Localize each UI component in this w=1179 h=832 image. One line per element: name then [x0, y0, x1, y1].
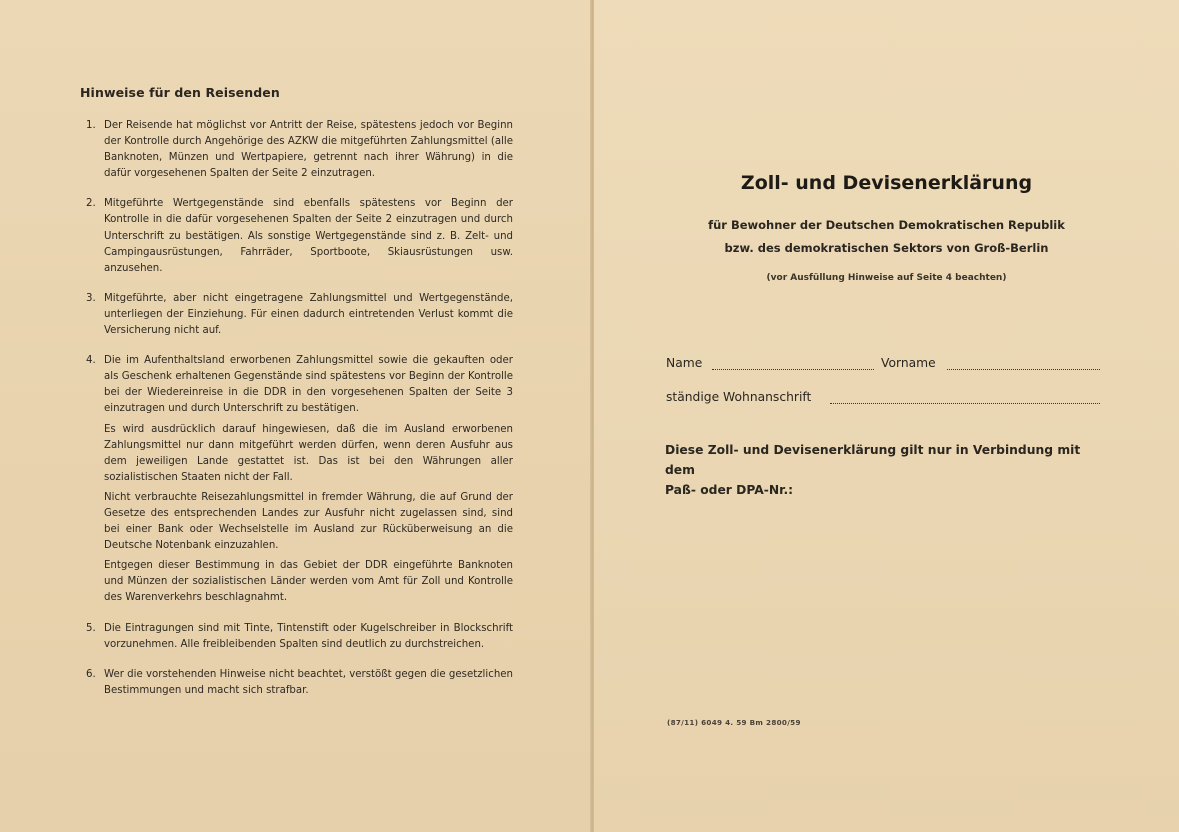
instruction-number: 4.	[86, 355, 96, 367]
instruction-number: 1.	[86, 120, 96, 131]
instruction-paragraph: Die im Aufenthaltsland erworbenen Zahlungsmittel sowie die gekauften oder als Geschenk erhaltenen Gegenstände sind spätestens vor Beginn der Kontrolle bei der Wiedereinreise in die DDR in den vorgesehenen Spalten der Seite 3 einzutragen und durch Unterschrift zu bestätigen.	[104, 355, 513, 415]
form-subtitle-line-1: für Bewohner der Deutschen Demokratischen Republik	[708, 218, 1065, 232]
instructions-title: Hinweise für den Reisenden	[80, 85, 280, 100]
instruction-item	[86, 353, 513, 606]
validity-line-2: Paß- oder DPA-Nr.:	[665, 483, 794, 497]
vorname-label: Vorname	[881, 356, 936, 370]
instruction-paragraph: Nicht verbrauchte Reisezahlungsmittel in fremder Währung, die auf Grund der Gesetze des entsprechenden Landes zur Ausfuhr nicht zugelassen sind, sind bei einer Bank oder Wechselstelle im Ausland zur Rücküberweisung an die Deutsche Notenbank einzuzahlen.	[104, 491, 513, 552]
instruction-item	[86, 667, 513, 699]
instruction-paragraph: Wer die vorstehenden Hinweise nicht beachtet, verstößt gegen die gesetzlichen Bestimmungen und macht sich strafbar.	[104, 668, 513, 696]
address-field[interactable]	[830, 403, 1100, 404]
instruction-paragraph: Die Eintragungen sind mit Tinte, Tintenstift oder Kugelschreiber in Blockschrift vorzunehmen. Alle freibleibenden Spalten sind deutlich zu durchstreichen.	[104, 622, 513, 650]
instructions-list	[86, 118, 513, 699]
validity-statement	[665, 440, 1102, 500]
instruction-number: 2.	[86, 198, 96, 210]
instruction-item	[86, 291, 513, 339]
name-field[interactable]	[712, 369, 874, 370]
form-title: Zoll- und Devisenerklärung	[740, 172, 1033, 194]
instruction-paragraph: Mitgeführte, aber nicht eingetragene Zahlungsmittel und Wertgegenstände, unterliegen der Einziehung. Für einen dadurch eintretenden Verlust kommt die Versicherung nicht auf.	[104, 292, 513, 337]
instruction-paragraph: Der Reisende hat möglichst vor Antritt der Reise, spätestens jedoch vor Beginn der Kontrolle durch Angehörige des AZKW die mitgeführten Zahlungsmittel (alle Banknoten, Münzen und Wertpapiere, getrennt nach ihrer Währung) in die dafür vorgesehenen Spalten der Seite 2 einzutragen.	[104, 120, 513, 180]
vorname-field[interactable]	[947, 369, 1100, 370]
instruction-number: 6.	[86, 668, 96, 680]
print-imprint: (87/11) 6049 4. 59 Bm 2800/59	[667, 718, 801, 727]
form-subtitle-line-2: bzw. des demokratischen Sektors von Groß-Berlin	[724, 241, 1049, 255]
validity-line-1: Diese Zoll- und Devisenerklärung gilt nur in Verbindung mit dem	[665, 443, 1081, 477]
name-label: Name	[666, 356, 703, 370]
right-page	[594, 0, 1179, 832]
instruction-paragraph: Mitgeführte Wertgegenstände sind ebenfalls spätestens vor Beginn der Kontrolle in die dafür vorgesehenen Spalten der Seite 2 einzutragen und durch Unterschrift zu bestätigen. Als sonstige Wertgegenstände sind z. B. Zelt- und Campingausrüstungen, Fahrräder, Sportboote, Skiausrüstungen usw. anzusehen.	[104, 198, 513, 274]
instruction-item	[86, 196, 513, 276]
instruction-item	[86, 621, 513, 653]
instruction-number: 3.	[86, 292, 96, 304]
instruction-number: 5.	[86, 622, 96, 634]
form-note: (vor Ausfüllung Hinweise auf Seite 4 beachten)	[766, 273, 1007, 283]
instruction-paragraph: Es wird ausdrücklich darauf hingewiesen, daß die im Ausland erworbenen Zahlungsmittel nur dann mitgeführt werden dürfen, wenn deren Ausfuhr aus dem jeweiligen Lande gestattet ist. Das ist bei den Währungen aller sozialistischen Staaten nicht der Fall.	[104, 423, 513, 483]
instruction-paragraph: Entgegen dieser Bestimmung in das Gebiet der DDR eingeführte Banknoten und Münzen der sozialistischen Länder werden vom Amt für Zoll und Kontrolle des Warenverkehrs beschlagnahmt.	[104, 560, 513, 604]
instruction-item	[86, 118, 513, 182]
address-label: ständige Wohnanschrift	[666, 390, 812, 404]
